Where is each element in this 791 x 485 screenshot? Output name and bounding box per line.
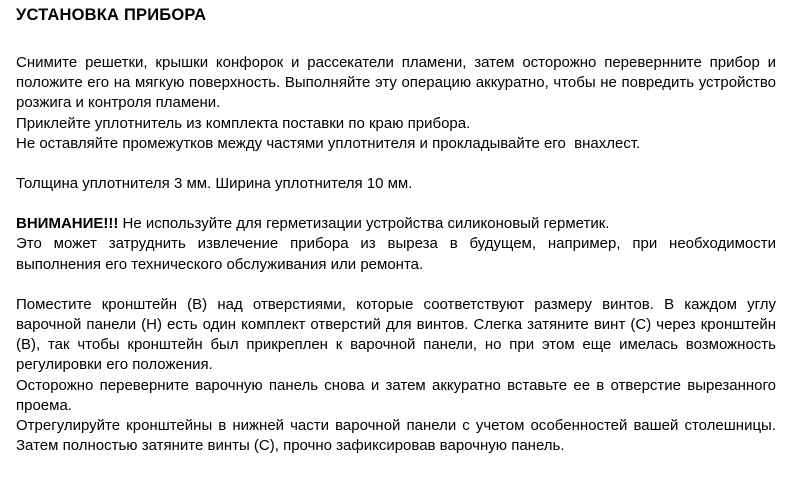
paragraph-apply-gasket: Приклейте уплотнитель из комплекта поставки по краю прибора. <box>16 114 471 132</box>
spacer <box>16 275 776 295</box>
spacer <box>16 26 776 53</box>
paragraph-bracket-placement: Поместите кронштейн (B) над отверстиями, которые соответствуют размеру винтов. В каждом углу варочной панели (H) есть один комплект отверстий для винтов. Слегка затяните винт (C) через кронштейн (B), так чтобы кронштейн был прикреплен к варочной панели, но при этом еще имелась возможность регулировки его положения. <box>16 295 776 374</box>
section-intro <box>16 53 776 154</box>
paragraph-warning-body: Это может затруднить извлечение прибора из выреза в будущем, например, при необходимости выполнения его технического обслуживания или ремонта. <box>16 235 776 273</box>
paragraph-adjust-brackets: Отрегулируйте кронштейны в нижней части варочной панели с учетом особенностей вашей столешницы. Затем полностью затяните винты (C), прочно зафиксировав варочную панель. <box>16 417 776 455</box>
warning-lead-text: Не используйте для герметизации устройства силиконовый герметик. <box>118 215 610 233</box>
paragraph-warning-lead <box>16 214 776 234</box>
spacer <box>16 194 776 214</box>
paragraph-remove-grates: Снимите решетки, крышки конфорок и рассекатели пламени, затем осторожно перевернните прибор и положите его на мягкую поверхность. Выполняйте эту операцию аккуратно, чтобы не повредить устройство розжига и контроля пламени. <box>16 54 776 112</box>
paragraph-gasket-dimensions: Толщина уплотнителя 3 мм. Ширина уплотнителя 10 мм. <box>16 175 413 193</box>
paragraph-no-gaps: Не оставляйте промежутков между частями уплотнителя и прокладывайте его внахлест. <box>16 134 641 152</box>
paragraph-flip-hob: Осторожно переверните варочную панель снова и затем аккуратно вставьте ее в отверстие вырезанного проема. <box>16 376 776 414</box>
section-mounting <box>16 295 776 457</box>
warning-label: ВНИМАНИЕ!!! <box>16 215 119 233</box>
document-content <box>16 4 776 456</box>
spacer <box>16 154 776 174</box>
section-dimensions <box>16 174 776 194</box>
page-title: УСТАНОВКА ПРИБОРА <box>16 6 207 24</box>
section-warning <box>16 214 776 275</box>
